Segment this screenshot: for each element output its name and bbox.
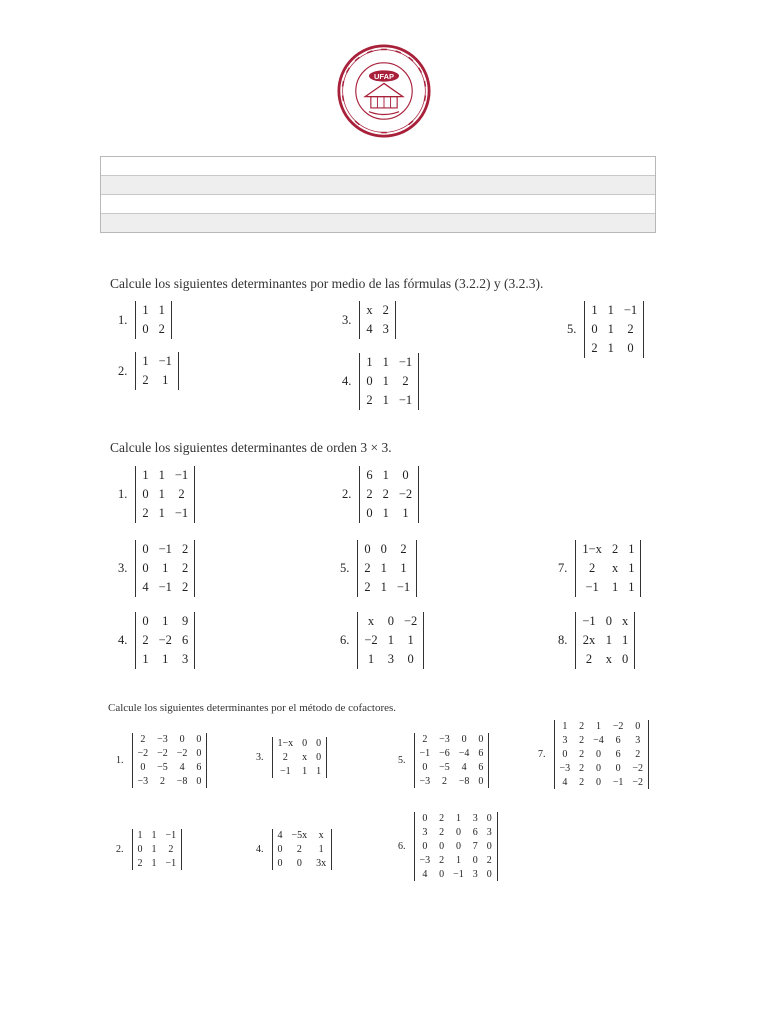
matrix-entry: −3: [419, 776, 431, 787]
matrix-entry: 0: [478, 776, 484, 787]
matrix-entry: 0: [472, 855, 478, 866]
matrix-entry: x: [366, 303, 373, 317]
matrix-entry: 1: [158, 468, 165, 482]
matrix-entry: −2: [137, 748, 149, 759]
determinant: [554, 720, 650, 789]
matrix-entry: 2: [296, 844, 302, 855]
matrix-entry: −2: [632, 763, 644, 774]
determinant: [575, 612, 635, 669]
matrix-entry: 1: [611, 580, 619, 594]
matrix-entry: 2x: [582, 633, 596, 647]
matrix-entry: 3: [486, 827, 492, 838]
matrix-entry: x: [302, 752, 308, 763]
matrix-entry: 2: [137, 858, 143, 869]
matrix-entry: x: [605, 652, 612, 666]
matrix-entry: 1: [158, 506, 165, 520]
exercise-number: 4.: [118, 633, 128, 647]
matrix-entry: −1: [158, 580, 172, 594]
matrix-entry: 1: [387, 633, 394, 647]
matrix-entry: 1: [137, 830, 143, 841]
determinant: [584, 301, 644, 358]
exercise-item: [118, 301, 172, 339]
determinant: [132, 733, 208, 788]
matrix-entry: 0: [627, 341, 634, 355]
matrix-entry: −2: [398, 487, 413, 501]
matrix-entry: 2: [181, 561, 189, 575]
matrix-entry: 1: [302, 766, 308, 777]
matrix-entry: 2: [382, 487, 389, 501]
matrix-entry: 0: [179, 734, 185, 745]
matrix-entry: 0: [277, 844, 283, 855]
matrix-entry: −1: [165, 830, 177, 841]
matrix-entry: 0: [142, 542, 149, 556]
header-table-row: [101, 195, 655, 214]
matrix-entry: 2: [579, 735, 585, 746]
matrix-entry: 0: [455, 827, 461, 838]
matrix-entry: 1: [605, 633, 612, 647]
matrix-entry: 0: [486, 841, 492, 852]
matrix-entry: 0: [302, 738, 308, 749]
matrix-entry: 3: [181, 652, 189, 666]
exercise-number: 5.: [398, 755, 406, 766]
matrix-entry: 1: [380, 561, 387, 575]
matrix-entry: 2: [439, 855, 445, 866]
matrix-entry: −3: [559, 763, 571, 774]
matrix-entry: −4: [593, 735, 604, 746]
matrix-entry: x: [621, 614, 629, 628]
university-seal-logo: [337, 44, 431, 138]
matrix-entry: 6: [615, 749, 621, 760]
determinant: [359, 301, 396, 339]
matrix-entry: 1: [607, 303, 614, 317]
matrix-entry: 1−x: [277, 738, 294, 749]
matrix-entry: 0: [380, 542, 387, 556]
exercise-number: 7.: [558, 561, 568, 575]
exercise-item: [118, 540, 195, 597]
exercise-item: [342, 353, 419, 410]
matrix-entry: 4: [142, 580, 149, 594]
matrix-entry: 1: [380, 580, 387, 594]
matrix-entry: 2: [486, 855, 492, 866]
svg-text:UFAP: UFAP: [373, 71, 395, 81]
matrix-entry: −1: [165, 858, 177, 869]
exercise-item: [342, 466, 419, 523]
matrix-entry: −1: [174, 468, 189, 482]
matrix-entry: 0: [142, 561, 149, 575]
matrix-entry: 2: [142, 506, 149, 520]
matrix-entry: −1: [280, 766, 291, 777]
matrix-entry: 2: [611, 542, 619, 556]
matrix-entry: −1: [174, 506, 189, 520]
matrix-entry: 1: [151, 858, 157, 869]
matrix-entry: x: [367, 614, 375, 628]
determinant: [359, 466, 419, 523]
matrix-entry: 2: [400, 542, 407, 556]
exercise-item: [256, 829, 332, 870]
matrix-entry: 2: [439, 827, 445, 838]
matrix-entry: 1: [158, 487, 165, 501]
matrix-entry: 2: [364, 561, 371, 575]
exercise-number: 4.: [342, 374, 352, 388]
matrix-entry: 0: [140, 762, 146, 773]
matrix-entry: −3: [157, 734, 168, 745]
exercise-number: 5.: [340, 561, 350, 575]
matrix-entry: 1: [628, 561, 635, 575]
matrix-entry: 1: [142, 303, 149, 317]
section3-heading: Calcule los siguientes determinantes por el método de cofactores.: [108, 702, 397, 714]
matrix-entry: −4: [458, 748, 470, 759]
matrix-entry: 1: [151, 844, 157, 855]
exercise-number: 1.: [116, 755, 124, 766]
matrix-entry: 2: [140, 734, 146, 745]
exercise-item: [118, 612, 195, 669]
matrix-entry: −1: [158, 542, 172, 556]
matrix-entry: 2: [402, 374, 409, 388]
matrix-entry: 1: [400, 561, 407, 575]
matrix-entry: 2: [181, 580, 189, 594]
determinant: [132, 829, 183, 870]
determinant: [414, 812, 498, 881]
matrix-entry: −1: [585, 580, 599, 594]
determinant: [357, 612, 424, 669]
matrix-entry: −1: [398, 355, 413, 369]
matrix-entry: 1: [158, 303, 165, 317]
exercise-number: 4.: [256, 844, 264, 855]
matrix-entry: 0: [595, 777, 601, 788]
matrix-entry: 0: [461, 734, 467, 745]
matrix-entry: 6: [366, 468, 373, 482]
matrix-entry: −2: [157, 748, 168, 759]
exercise-item: [538, 720, 649, 789]
exercise-item: [256, 737, 327, 778]
exercise-item: [398, 812, 498, 881]
matrix-entry: 2: [627, 322, 634, 336]
matrix-entry: 0: [366, 374, 373, 388]
exercise-number: 6.: [398, 841, 406, 852]
matrix-entry: −1: [398, 393, 413, 407]
matrix-entry: 0: [562, 749, 568, 760]
matrix-entry: 4: [562, 777, 568, 788]
matrix-entry: 6: [615, 735, 621, 746]
matrix-entry: 0: [196, 748, 202, 759]
matrix-entry: −2: [364, 633, 378, 647]
exercise-number: 2.: [342, 487, 352, 501]
determinant: [135, 466, 195, 523]
matrix-entry: 0: [621, 652, 629, 666]
matrix-entry: 2: [579, 749, 585, 760]
exercise-number: 2.: [116, 844, 124, 855]
matrix-entry: 0: [478, 734, 484, 745]
matrix-entry: 1: [142, 354, 149, 368]
matrix-entry: 6: [472, 827, 478, 838]
determinant: [135, 612, 195, 669]
matrix-entry: 2: [579, 777, 585, 788]
matrix-entry: 3: [422, 827, 428, 838]
matrix-entry: 0: [422, 841, 428, 852]
matrix-entry: 2: [589, 561, 596, 575]
matrix-entry: 0: [595, 763, 601, 774]
matrix-entry: 1: [382, 468, 389, 482]
matrix-entry: −6: [439, 748, 450, 759]
matrix-entry: 2: [181, 542, 189, 556]
matrix-entry: 6: [478, 762, 484, 773]
matrix-entry: 0: [402, 468, 409, 482]
matrix-entry: 0: [366, 506, 373, 520]
matrix-entry: 2: [422, 734, 428, 745]
matrix-entry: 0: [422, 813, 428, 824]
header-table: [100, 156, 656, 233]
matrix-entry: −2: [403, 614, 418, 628]
matrix-entry: 0: [142, 614, 149, 628]
matrix-entry: 2: [364, 580, 371, 594]
matrix-entry: 0: [316, 738, 322, 749]
matrix-entry: 4: [461, 762, 467, 773]
matrix-entry: −1: [623, 303, 638, 317]
matrix-entry: 0: [196, 776, 202, 787]
matrix-entry: 2: [282, 752, 288, 763]
matrix-entry: −2: [612, 721, 624, 732]
matrix-entry: −2: [176, 748, 188, 759]
matrix-entry: −8: [458, 776, 470, 787]
exercise-number: 3.: [118, 561, 128, 575]
matrix-entry: 1: [402, 506, 409, 520]
exercise-number: 1.: [118, 487, 128, 501]
matrix-entry: 1: [162, 652, 169, 666]
matrix-entry: 0: [296, 858, 302, 869]
matrix-entry: 0: [422, 762, 428, 773]
exercise-item: [118, 466, 195, 523]
exercise-item: [398, 733, 489, 788]
matrix-entry: 0: [439, 841, 445, 852]
matrix-entry: 1: [628, 580, 635, 594]
exercise-item: [558, 612, 635, 669]
matrix-entry: 3: [472, 813, 478, 824]
determinant: [135, 540, 195, 597]
header-table-row: [101, 214, 655, 232]
matrix-entry: 1: [607, 322, 614, 336]
matrix-entry: −5: [439, 762, 450, 773]
matrix-entry: 2: [158, 322, 165, 336]
matrix-entry: −2: [632, 777, 644, 788]
matrix-entry: −1: [453, 869, 464, 880]
matrix-entry: 0: [316, 752, 322, 763]
matrix-entry: −3: [439, 734, 450, 745]
matrix-entry: 1: [455, 855, 461, 866]
matrix-entry: 6: [181, 633, 189, 647]
exercise-item: [340, 540, 417, 597]
matrix-entry: 2: [382, 303, 389, 317]
matrix-entry: −5: [157, 762, 168, 773]
matrix-entry: 1: [621, 633, 629, 647]
matrix-entry: 0: [486, 869, 492, 880]
matrix-entry: 2: [159, 776, 165, 787]
exercise-item: [116, 733, 207, 788]
matrix-entry: −5x: [291, 830, 308, 841]
matrix-entry: 1: [562, 721, 568, 732]
matrix-entry: 1: [316, 766, 322, 777]
determinant: [575, 540, 641, 597]
section2-heading: Calcule los siguientes determinantes de orden 3 × 3.: [110, 440, 392, 455]
matrix-entry: 0: [196, 734, 202, 745]
matrix-entry: 3: [562, 735, 568, 746]
matrix-entry: 1: [382, 393, 389, 407]
matrix-entry: 2: [142, 633, 149, 647]
determinant: [272, 737, 328, 778]
matrix-entry: x: [318, 830, 324, 841]
determinant: [135, 352, 179, 390]
matrix-entry: 2: [441, 776, 447, 787]
matrix-entry: 9: [181, 614, 189, 628]
matrix-entry: 1: [455, 813, 461, 824]
matrix-entry: 0: [364, 542, 371, 556]
matrix-entry: 0: [142, 487, 149, 501]
determinant: [357, 540, 417, 597]
matrix-entry: 1: [162, 373, 169, 387]
exercise-item: [118, 352, 179, 390]
matrix-entry: 1: [162, 561, 169, 575]
matrix-entry: −1: [582, 614, 596, 628]
matrix-entry: 2: [366, 487, 373, 501]
exercise-number: 3.: [256, 752, 264, 763]
exercise-item: [116, 829, 182, 870]
matrix-entry: 1: [607, 341, 614, 355]
exercise-item: [558, 540, 641, 597]
matrix-entry: −8: [176, 776, 188, 787]
matrix-entry: 6: [196, 762, 202, 773]
matrix-entry: 2: [579, 763, 585, 774]
matrix-entry: −1: [612, 777, 624, 788]
matrix-entry: 1: [151, 830, 157, 841]
matrix-entry: −3: [137, 776, 149, 787]
determinant: [272, 829, 333, 870]
matrix-entry: 4: [422, 869, 428, 880]
matrix-entry: 0: [277, 858, 283, 869]
matrix-entry: 0: [142, 322, 149, 336]
exercise-number: 7.: [538, 749, 546, 760]
matrix-entry: 6: [478, 748, 484, 759]
matrix-entry: 2: [178, 487, 185, 501]
matrix-entry: 1: [591, 303, 598, 317]
matrix-entry: 2: [585, 652, 593, 666]
matrix-entry: −3: [419, 855, 431, 866]
exercise-number: 3.: [342, 312, 352, 327]
matrix-entry: 1: [382, 355, 389, 369]
matrix-entry: 1: [318, 844, 324, 855]
determinant: [414, 733, 490, 788]
matrix-entry: 1: [407, 633, 414, 647]
matrix-entry: 2: [168, 844, 174, 855]
matrix-entry: 2: [591, 341, 598, 355]
determinant: [135, 301, 172, 339]
matrix-entry: 3: [635, 735, 641, 746]
matrix-entry: 3: [382, 322, 389, 336]
exercise-number: 2.: [118, 363, 128, 378]
exercise-item: [340, 612, 424, 669]
matrix-entry: −1: [396, 580, 411, 594]
exercise-number: 1.: [118, 312, 128, 327]
header-table-row: [101, 157, 655, 176]
matrix-entry: 0: [486, 813, 492, 824]
matrix-entry: 1: [595, 721, 601, 732]
matrix-entry: 3x: [316, 858, 327, 869]
exercise-number: 6.: [340, 633, 350, 647]
header-table-row: [101, 176, 655, 195]
matrix-entry: 2: [142, 373, 149, 387]
matrix-entry: 1: [142, 652, 149, 666]
matrix-entry: 3: [387, 652, 394, 666]
matrix-entry: 0: [635, 721, 641, 732]
matrix-entry: 0: [387, 614, 394, 628]
matrix-entry: 0: [615, 763, 621, 774]
matrix-entry: 3: [472, 869, 478, 880]
matrix-entry: 0: [137, 844, 143, 855]
matrix-entry: 0: [439, 869, 445, 880]
matrix-entry: 2: [439, 813, 445, 824]
exercise-item: [342, 301, 396, 339]
matrix-entry: 1−x: [582, 542, 602, 556]
exercise-number: 5.: [567, 322, 577, 336]
exercise-item: [567, 301, 644, 358]
exercise-number: 8.: [558, 633, 568, 647]
matrix-entry: −2: [158, 633, 172, 647]
matrix-entry: 1: [382, 506, 389, 520]
matrix-entry: 4: [179, 762, 185, 773]
matrix-entry: 2: [366, 393, 373, 407]
matrix-entry: 7: [472, 841, 478, 852]
matrix-entry: 1: [628, 542, 635, 556]
matrix-entry: 0: [455, 841, 461, 852]
matrix-entry: −1: [158, 354, 172, 368]
matrix-entry: 0: [591, 322, 598, 336]
matrix-entry: 0: [595, 749, 601, 760]
section1-heading: Calcule los siguientes determinantes por medio de las fórmulas (3.2.2) y (3.2.3).: [110, 276, 544, 291]
matrix-entry: −1: [419, 748, 431, 759]
matrix-entry: 4: [277, 830, 283, 841]
matrix-entry: 0: [407, 652, 414, 666]
matrix-entry: 1: [142, 468, 149, 482]
matrix-entry: 2: [635, 749, 641, 760]
matrix-entry: 1: [366, 355, 373, 369]
matrix-entry: 1: [367, 652, 375, 666]
determinant: [359, 353, 419, 410]
matrix-entry: 1: [162, 614, 169, 628]
matrix-entry: 4: [366, 322, 373, 336]
matrix-entry: 1: [382, 374, 389, 388]
matrix-entry: 2: [579, 721, 585, 732]
matrix-entry: x: [611, 561, 619, 575]
matrix-entry: 0: [605, 614, 612, 628]
